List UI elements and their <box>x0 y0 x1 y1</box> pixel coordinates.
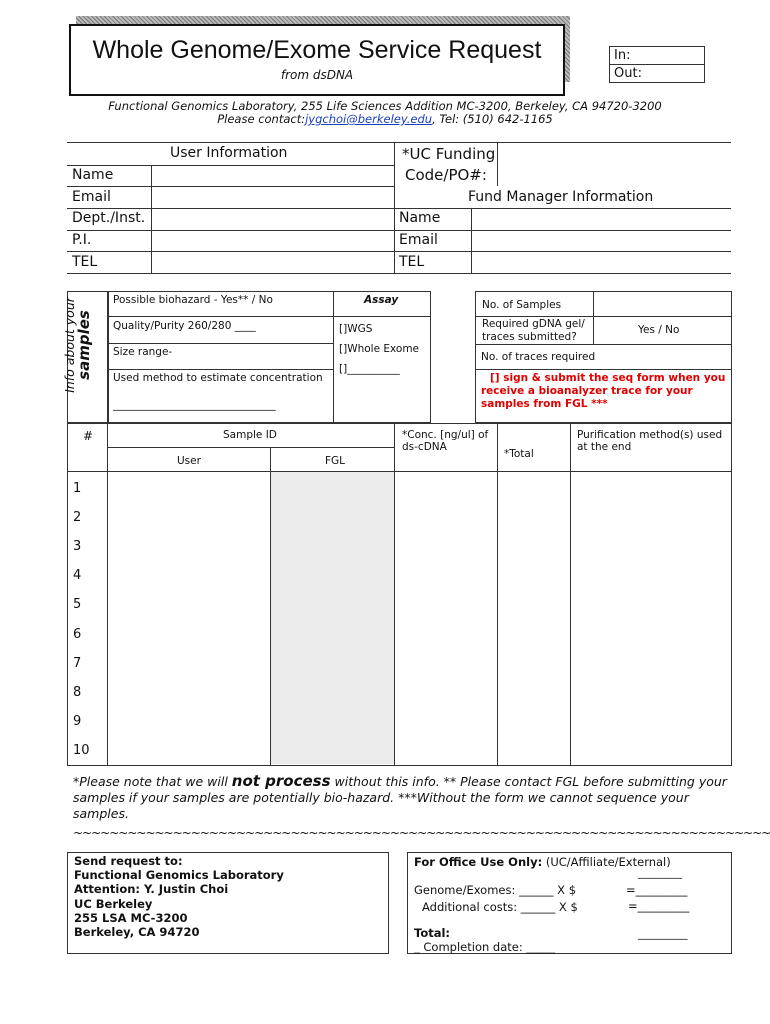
table-row-num: 3 <box>73 539 82 554</box>
fm-email-label: Email <box>399 232 438 248</box>
total-blank[interactable]: _________ <box>638 927 688 940</box>
warning-line-3: samples from FGL *** <box>481 398 608 410</box>
office-heading: For Office Use Only: <box>414 855 543 869</box>
funding-label-2: Code/PO#: <box>405 166 487 184</box>
col-num-header: # <box>83 429 94 443</box>
user-dept-input[interactable] <box>152 209 394 229</box>
user-email-input[interactable] <box>152 187 394 207</box>
lab-address: Functional Genomics Laboratory, 255 Life Sciences Addition MC-3200, Berkeley, CA 94720-3200 <box>108 99 662 113</box>
assay-exome-checkbox[interactable]: []Whole Exome <box>339 343 420 355</box>
table-row-num: 6 <box>73 627 82 642</box>
office-blank-top[interactable]: ________ <box>638 866 682 879</box>
in-field[interactable]: In: <box>610 47 705 65</box>
footnote-part1: *Please note that we will <box>73 774 232 789</box>
assay-wgs-checkbox[interactable]: []WGS <box>339 323 373 335</box>
user-email-label: Email <box>72 189 111 205</box>
fm-tel-input[interactable] <box>472 252 730 272</box>
send-to-box <box>67 852 389 954</box>
send-to-line: Send request to: <box>74 854 183 868</box>
out-field[interactable]: Out: <box>610 65 705 83</box>
col-conc-header-1: *Conc. [ng/ul] of <box>402 429 489 441</box>
side-label-line1: Info about your <box>62 297 77 393</box>
send-to-line: 255 LSA MC-3200 <box>74 910 188 925</box>
genome-cost-result[interactable]: =_________ <box>626 883 688 897</box>
col-purif-header-1: Purification method(s) used <box>577 429 723 441</box>
completion-date[interactable]: _ Completion date: _____ <box>414 940 556 954</box>
table-row-num: 2 <box>73 510 82 525</box>
quality-field[interactable]: Quality/Purity 260/280 ____ <box>113 320 256 332</box>
send-to-line: Attention: Y. Justin Choi <box>74 882 229 897</box>
send-to-line: Functional Genomics Laboratory <box>74 868 284 883</box>
side-label-line2: samples <box>75 310 93 380</box>
user-name-input[interactable] <box>152 166 394 186</box>
send-to-line: Berkeley, CA 94720 <box>74 925 200 940</box>
fm-name-input[interactable] <box>472 209 730 229</box>
genome-cost-line[interactable]: Genome/Exomes: ______ X $ <box>414 883 577 897</box>
user-tel-label: TEL <box>72 254 98 270</box>
warning-line-2: receive a bioanalyzer trace for your <box>481 385 693 397</box>
fm-name-label: Name <box>399 210 441 226</box>
contact-prefix: Please contact: <box>217 112 306 126</box>
table-row-num: 1 <box>73 481 82 496</box>
no-of-traces-label[interactable]: No. of traces required <box>481 351 596 363</box>
col-user-header: User <box>177 455 201 467</box>
assay-heading: Assay <box>364 294 399 306</box>
no-of-samples-input[interactable] <box>594 292 730 316</box>
gel-question-line1: Required gDNA gel/ <box>482 318 585 330</box>
user-info-heading: User Information <box>170 145 288 161</box>
biohazard-field[interactable]: Possible biohazard - Yes** / No <box>113 294 273 306</box>
user-tel-input[interactable] <box>152 252 394 272</box>
total-label: Total: <box>414 926 451 940</box>
contact-suffix: , Tel: (510) 642-1165 <box>432 112 553 126</box>
send-to-text <box>74 854 284 939</box>
table-row-num: 8 <box>73 685 82 700</box>
assay-other-checkbox[interactable]: []__________ <box>339 363 400 375</box>
user-pi-input[interactable] <box>152 231 394 251</box>
gel-question-line2: traces submitted? <box>482 331 577 343</box>
size-range-field[interactable]: Size range- <box>113 346 173 358</box>
fm-email-input[interactable] <box>472 231 730 251</box>
in-out-box <box>609 46 705 83</box>
table-row-num: 4 <box>73 568 82 583</box>
title-box <box>69 24 565 96</box>
additional-cost-result[interactable]: =_________ <box>628 899 690 913</box>
samples-side-label <box>62 285 92 405</box>
concentration-method-label: Used method to estimate concentration <box>113 372 323 384</box>
page-title: Whole Genome/Exome Service Request <box>92 36 542 64</box>
page-subtitle: from dsDNA <box>280 68 354 82</box>
user-dept-label: Dept./Inst. <box>72 210 146 226</box>
table-row-num: 5 <box>73 597 82 612</box>
gel-answer[interactable]: Yes / No <box>638 324 680 336</box>
contact-email-link[interactable]: jygchoi@berkeley.edu <box>305 112 433 126</box>
table-row-num: 9 <box>73 714 82 729</box>
col-sample-id-header: Sample ID <box>223 429 277 441</box>
table-row-num: 10 <box>73 743 90 758</box>
send-to-line: UC Berkeley <box>74 896 153 911</box>
user-pi-label: P.I. <box>72 232 92 248</box>
col-conc-header-2: ds-cDNA <box>402 441 447 453</box>
office-use-box <box>407 852 732 954</box>
user-name-label: Name <box>72 167 114 183</box>
footnote <box>73 773 733 822</box>
no-of-samples-label: No. of Samples <box>482 299 562 311</box>
office-heading-suffix: (UC/Affiliate/External) <box>545 855 671 869</box>
additional-cost-line[interactable]: Additional costs: ______ X $ <box>422 900 578 914</box>
warning-line-1[interactable]: [] sign & submit the seq form when you <box>490 372 726 384</box>
footnote-part2: without this info. ** Please contact FGL before submitting your samples if your samples are potentially bio-hazard. ***Without the form we cannot sequence your samples. <box>73 774 727 821</box>
tilde-divider: ~~~~~~~~~~~~~~~~~~~~~~~~~~~~~~~~~~~~~~~~~~~~~~~~~~~~~~~~~~~~~~~~~~~~~~~~~~~~~ <box>73 826 770 840</box>
col-purif-header-2: at the end <box>577 441 632 453</box>
col-fgl-header: FGL <box>325 455 346 467</box>
col-total-header: *Total <box>504 448 534 460</box>
office-heading-line <box>414 855 671 869</box>
fund-manager-heading: Fund Manager Information <box>468 189 654 205</box>
funding-code-input[interactable] <box>498 143 730 185</box>
lab-contact <box>0 112 770 126</box>
funding-label-1: *UC Funding <box>402 145 496 163</box>
concentration-method-input[interactable]: _______________________________ <box>113 399 276 411</box>
footnote-emphasis: not process <box>231 772 331 790</box>
table-row-num: 7 <box>73 656 82 671</box>
fm-tel-label: TEL <box>399 254 425 270</box>
